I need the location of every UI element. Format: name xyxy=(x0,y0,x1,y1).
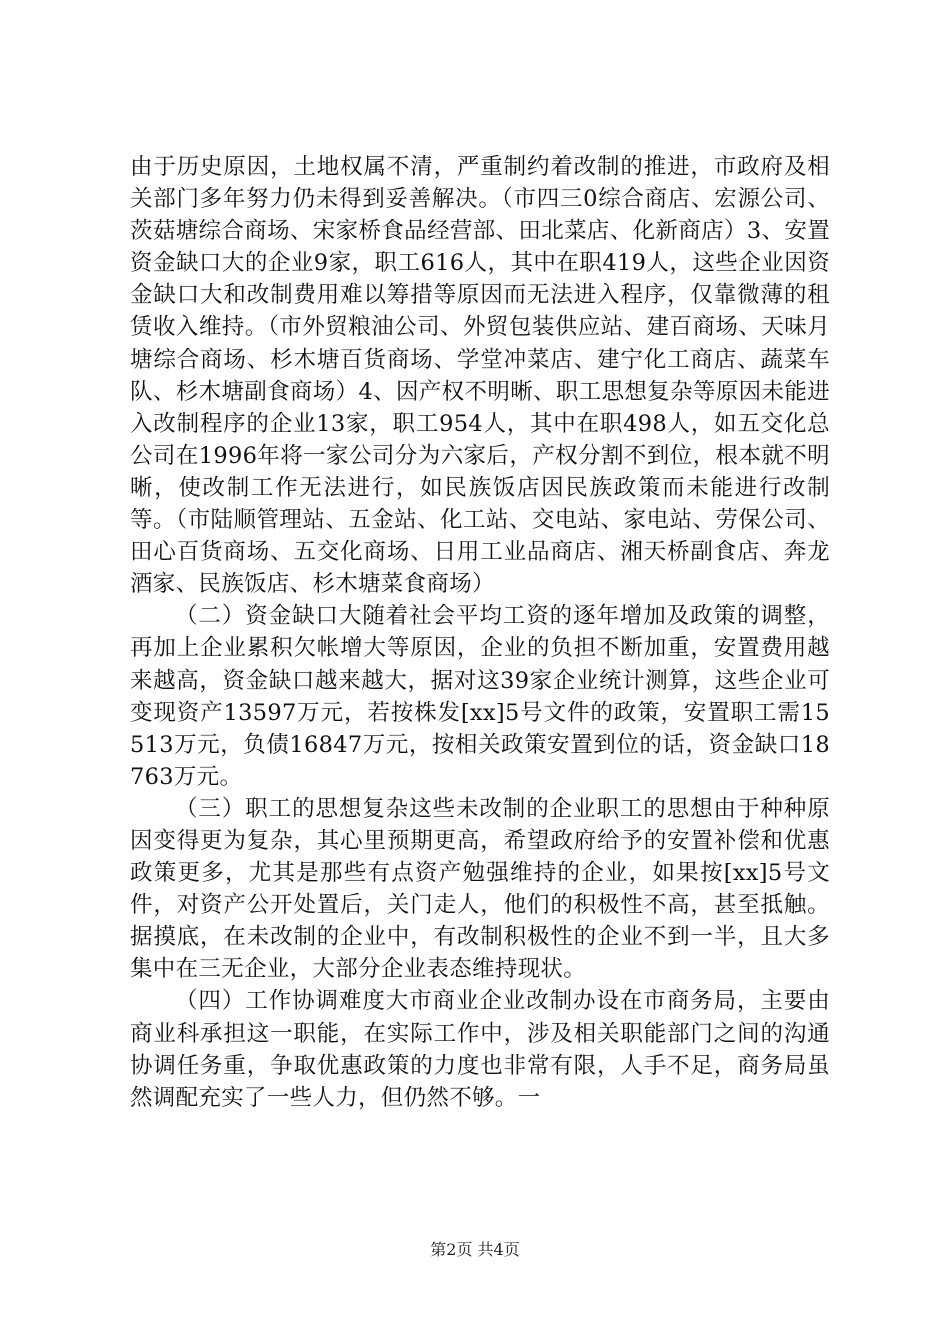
paragraph-section-2: （二）资金缺口大随着社会平均工资的逐年增加及政策的调整，再加上企业累积欠帐增大等原因，企业的负担不断加重，安置费用越来越高，资金缺口越来越大，据对这39家企业统计测算，这些企业可变现资产13597万元，若按株发[xx]5号文件的政策，安置职工需15513万元，负债16847万元，按相关政策安置到位的话，资金缺口18763万元。 xyxy=(130,603,830,790)
paragraph-section-3: （三）职工的思想复杂这些未改制的企业职工的思想由于种种原因变得更为复杂，其心里预期更高，希望政府给予的安置补偿和优惠政策更多，尤其是那些有点资产勉强维持的企业，如果按[xx]5号文件，对资产公开处置后，关门走人，他们的积极性不高，甚至抵触。据摸底，在未改制的企业中，有改制积极性的企业不到一半，且大多集中在三无企业，大部分企业表态维持现状。 xyxy=(130,795,830,983)
document-body xyxy=(130,151,830,1114)
page-number-footer: 第2页 共4页 xyxy=(430,1240,520,1259)
paragraph-continued: 由于历史原因，土地权属不清，严重制约着改制的推进，市政府及相关部门多年努力仍未得到妥善解决。（市四三0综合商店、宏源公司、茨菇塘综合商场、宋家桥食品经营部、田北菜店、化新商店）3、安置资金缺口大的企业9家，职工616人，其中在职419人，这些企业因资金缺口大和改制费用难以筹措等原因而无法进入程序，仅靠微薄的租赁收入维持。（市外贸粮油公司、外贸包装供应站、建百商场、天味月塘综合商场、杉木塘百货商场、学堂冲菜店、建宁化工商店、蔬菜车队、杉木塘副食商场）4、因产权不明晰、职工思想复杂等原因未能进入改制程序的企业13家，职工954人，其中在职498人，如五交化总公司在1996年将一家公司分为六家后，产权分割不到位，根本就不明晰，使改制工作无法进行，如民族饭店因民族政策而未能进行改制等。（市陆顺管理站、五金站、化工站、交电站、家电站、劳保公司、田心百货商场、五交化商场、日用工业品商店、湘天桥副食店、奔龙酒家、民族饭店、杉木塘菜食商场） xyxy=(130,154,830,598)
paragraph-section-4: （四）工作协调难度大市商业企业改制办设在市商务局，主要由商业科承担这一职能，在实际工作中，涉及相关职能部门之间的沟通协调任务重，争取优惠政策的力度也非常有限，人手不足，商务局虽然调配充实了一些人力，但仍然不够。一 xyxy=(130,988,830,1111)
